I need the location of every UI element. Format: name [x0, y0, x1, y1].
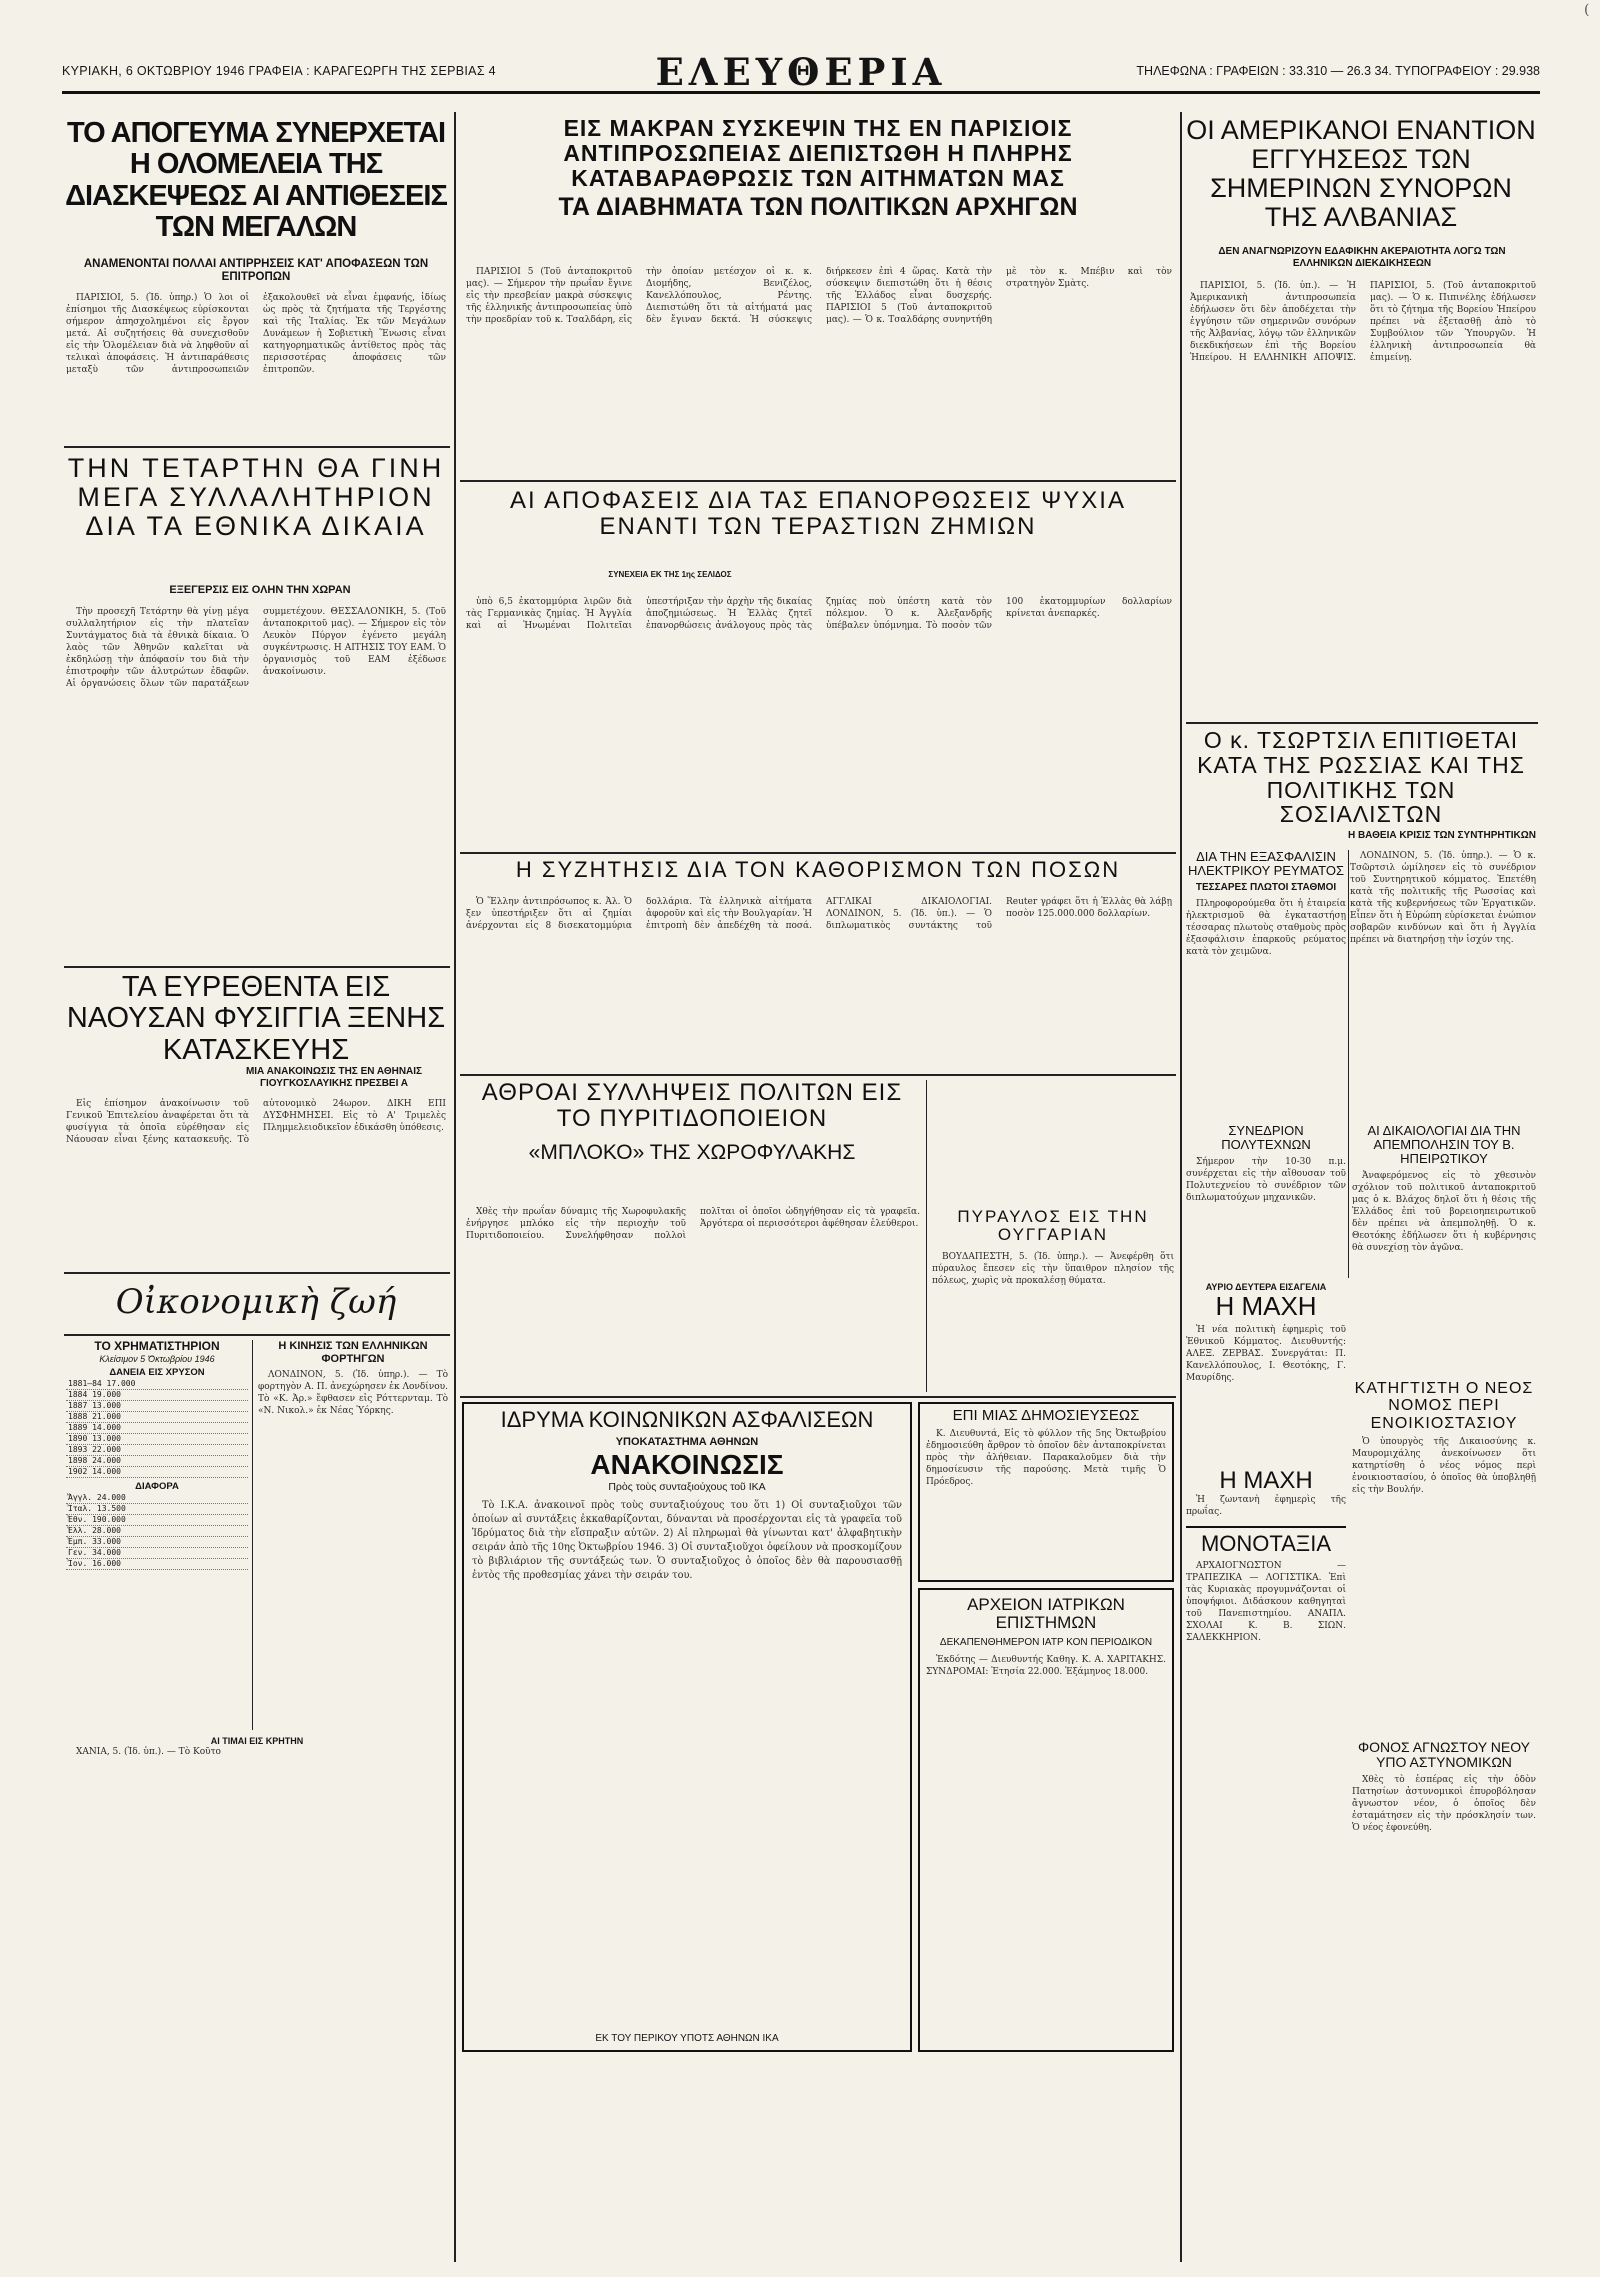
rent-law-text: Ὁ ὑπουργὸς τῆς Δικαιοσύνης κ. Μαυρομιχάλης ἀνεκοίνωσεν ὅτι κατηρτίσθη ὁ νέος νόμος περὶ ἐνοικιοστασίου, ὁ ὁποῖος θὰ ὑποβληθῇ εἰς τὴν Βουλήν.	[1352, 1436, 1536, 1495]
table-cell: Ἰταλ. 13.500	[66, 1503, 248, 1514]
monotaxia-text: ΑΡΧΑΙΟΓΝΩΣΤΟΝ — ΤΡΑΠΕΖΙΚΑ — ΛΟΓΙΣΤΙΚΑ. Ἐπὶ τὰς Κυριακὰς προγυμνάζονται οἱ ὑποψήφιοι. Διδάσκουν καθηγηταὶ τοῦ Πανεπιστημίου. ΑΝΑΠΛ. ΣΧΟΛΑΙ Κ. Β. ΣΙΩΝ. ΣΑΛΕΚΚΗΡΙΟΝ.	[1186, 1561, 1346, 1644]
table-cell: 1893 22.000	[66, 1445, 248, 1456]
electricity-subtitle: ΤΕΣΣΑΡΕΣ ΠΛΩΤΟΙ ΣΤΑΘΜΟΙ	[1195, 882, 1337, 894]
maxi-text: Ἡ νέα πολιτικὴ ἐφημερὶς τοῦ Ἐθνικοῦ Κόμματος. Διευθυντής: ΑΛΕΞ. ΖΕΡΒΑΣ. Συνεργάται: Π. Κανελλόπουλος, Ι. Θεοτόκης, Γ. Μαυρίδης.	[1186, 1325, 1346, 1384]
crete-title: ΑΙ ΤΙΜΑΙ ΕΙΣ ΚΡΗΤΗΝ	[210, 1736, 304, 1746]
masthead-date: ΚΥΡΙΑΚΗ, 6 ΟΚΤΩΒΡΙΟΥ 1946 ΓΡΑΦΕΙΑ : ΚΑΡΑΓΕΩΡΓΗ ΤΗΣ ΣΕΡΒΙΑΣ 4	[62, 64, 496, 78]
col1-subheadline-3: ΜΙΑ ΑΝΑΚΟΙΝΩΣΙΣ ΤΗΣ ΕΝ ΑΘΗΝΑΙΣ ΓΙΟΥΓΚΟΣΛΑΥΙΚΗΣ ΠΡΕΣΒΕΙ Α	[245, 1066, 423, 1089]
publication-text: Κ. Διευθυντά, Εἰς τὸ φύλλον τῆς 5ης Ὀκτωβρίου ἐδημοσιεύθη ἄρθρον τὸ ὁποῖον δὲν ἀνταποκρίνεται πρὸς τὴν ἀλήθειαν. Παρακαλοῦμεν διὰ τὴν δημοσίευσιν τῆς παρούσης. Μετὰ τιμῆς Ὁ Πρόεδρος.	[926, 1429, 1166, 1488]
shipping-box	[258, 1340, 448, 1590]
col1-article-1: ΠΑΡΙΣΙΟΙ, 5. (Ἰδ. ὑπηρ.) Ὁ λοι οἱ ἐπίσημοι τῆς Διασκέψεως εὑρίσκονται σήμερον ἀπησχολημένοι εἰς ἔργον μετά. Αἱ συζητήσεις θὰ συνεχισθοῦν εἰς τὴν Ὁλομέλειαν διὰ νὰ ληφθοῦν αἱ τελικαὶ ἀποφάσεις. Ἡ ἀντιπαράθεσις μεταξὺ τῶν ἀντιπροσωπειῶν ἐξακολουθεῖ νὰ εἶναι ἐμφανής, ἰδίως ὡς πρὸς τὰ ζητήματα τῆς Τεργέστης καὶ τῆς Ἰταλίας. Ἐκ τῶν Μεγάλων Δυνάμεων ἡ Σοβιετικὴ Ἕνωσις εἶναι κατηγορηματικῶς ἀντίθετος πρὸς τὰς περισσοτέρας ἀποφάσεις τῶν ἐπιτροπῶν.	[66, 293, 446, 375]
archive-box	[918, 1588, 1174, 2052]
table-row	[66, 1423, 248, 1434]
col2-headline-1: ΕΙΣ ΜΑΚΡΑΝ ΣΥΣΚΕΨΙΝ ΤΗΣ ΕΝ ΠΑΡΙΣΙΟΙΣ ΑΝΤΙΠΡΟΣΩΠΕΙΑΣ ΔΙΕΠΙΣΤΩΘΗ Η ΠΛΗΡΗΣ ΚΑΤΑΒΑΡΑΘΡΩΣΙΣ ΤΩΝ ΑΙΤΗΜΑΤΩΝ ΜΑΣ ΤΑ ΔΙΑΒΗΜΑΤΑ ΤΩΝ ΠΟΛΙΤΙΚΩΝ ΑΡΧΗΓΩΝ	[462, 116, 1174, 264]
stock-table-gold	[66, 1379, 248, 1478]
shipping-text: ΛΟΝΔΙΝΟΝ, 5. (Ἰδ. ὑπηρ.). — Τὸ φορτηγὸν Α. Π. ἀνεχώρησεν ἐκ Λονδίνου. Τὸ «Κ. Ἀρ.» ἔφθασεν εἰς Ρόττερνταμ. Τὸ «Ν. Νικολ.» ἐκ Νέας Ὑόρκης.	[258, 1370, 449, 1417]
ika-signature: ΕΚ ΤΟΥ ΠΕΡΙΚΟΥ ΥΠΟΤΣ ΑΘΗΝΩΝ ΙΚΑ	[595, 2032, 779, 2044]
corner-mark: (	[1584, 2, 1590, 18]
table-cell: 1888 21.000	[66, 1412, 248, 1423]
archive-text: Ἐκδότης — Διευθυντής Καθηγ. Κ. Α. ΧΑΡΙΤΑΚΗΣ. ΣΥΝΔΡΟΜΑΙ: Ἐτησία 22.000. Ἑξάμηνος 18.000.	[926, 1655, 1166, 1678]
ika-branch: ΥΠΟΚΑΤΑΣΤΗΜΑ ΑΘΗΝΩΝ	[615, 1435, 759, 1448]
rocket-title: ΠΥΡΑΥΛΟΣ ΕΙΣ ΤΗΝ ΟΥΓΓΑΡΙΑΝ	[957, 1207, 1149, 1245]
apology-text: Ἀναφερόμενος εἰς τὸ χθεσινὸν σχόλιον τοῦ πολιτικοῦ ἀνταποκριτοῦ μας ὁ κ. Βλάχος δηλοῖ ὅτι ἡ θέσις τῆς Ἑλλάδος ἐπὶ τοῦ βορειοηπειρωτικοῦ δὲν πρέπει νὰ ἀπεμποληθῇ. Ὁ κ. Θεοτόκης ἐδήλωσεν ὅτι ἡ κυβέρνησις θὰ συνεχίσῃ τὸν ἀγῶνα.	[1352, 1171, 1536, 1254]
table-cell: 1881—84 17.000	[66, 1379, 248, 1390]
table-cell: 1884 19.000	[66, 1390, 248, 1401]
masthead-phones: ΤΗΛΕΦΩΝΑ : ΓΡΑΦΕΙΩΝ : 33.310 — 26.3 34. ΤΥΠΟΓΡΑΦΕΙΟΥ : 29.938	[1136, 64, 1540, 78]
col2-article-1: ΠΑΡΙΣΙΟΙ 5 (Τοῦ ἀνταποκριτοῦ μας). — Σήμερον τὴν πρωΐαν ἔγινε εἰς τὴν πρεσβείαν μακρὰ σύσκεψις τῆς ἑλληνικῆς ἀντιπροσωπείας ὑπὸ τὴν προεδρίαν τοῦ κ. Τσαλδάρη, εἰς τὴν ὁποίαν μετέσχον οἱ κ. κ. Διομήδης, Βενιζέλος, Κανελλόπουλος, Ρέντης. Διεπιστώθη ὅτι τὰ αἰτήματά μας δὲν ἔγιναν δεκτά. Ἡ σύσκεψις διήρκεσεν ἐπὶ 4 ὥρας. Κατὰ τὴν σύσκεψιν διεπιστώθη ὅτι ἡ θέσις τῆς Ἑλλάδος εἶναι δυσχερής. ΠΑΡΙΣΙΟΙ 5 (Τοῦ ἀνταποκριτοῦ μας). — Ὁ κ. Τσαλδάρης συνηντήθη μὲ τὸν κ. Μπέβιν καὶ τὸν στρατηγὸν Σμὰτς.	[466, 267, 1172, 325]
col1-headline-1: ΤΟ ΑΠΟΓΕΥΜΑ ΣΥΝΕΡΧΕΤΑΙ Η ΟΛΟΜΕΛΕΙΑ ΤΗΣ ΔΙΑΣΚΕΨΕΩΣ ΑΙ ΑΝΤΙΘΕΣΕΙΣ ΤΩΝ ΜΕΓΑΛΩΝ	[65, 117, 447, 243]
maxi-text-2: Ἡ ζωντανὴ ἐφημερὶς τῆς πρωΐας.	[1186, 1495, 1346, 1518]
stock-title: ΤΟ ΧΡΗΜΑΤΙΣΤΗΡΙΟΝ	[94, 1339, 220, 1353]
crete-box	[66, 1736, 448, 1776]
murder-text: Χθὲς τὸ ἑσπέρας εἰς τὴν ὁδὸν Πατησίων ἀστυνομικοὶ ἐπυροβόλησαν ἄγνωστον νέον, ὁ ὁποῖος δὲν ἐσταμάτησεν εἰς τὴν πρόσκλησίν των. Ὁ νέος ἐφονεύθη.	[1352, 1775, 1536, 1834]
column-rule	[1180, 112, 1182, 2262]
table-row	[66, 1503, 248, 1514]
divider	[1186, 722, 1538, 724]
col1-headline-2: ΤΗΝ ΤΕΤΑΡΤΗΝ ΘΑ ΓΙΝΗ ΜΕΓΑ ΣΥΛΛΑΛΗΤΗΡΙΟΝ ΔΙΑ ΤΑ ΕΘΝΙΚΑ ΔΙΚΑΙΑ	[67, 453, 445, 542]
ads-column	[1186, 1282, 1346, 2052]
archive-title: ΑΡΧΕΙΟΝ ΙΑΤΡΙΚΩΝ ΕΠΙΣΤΗΜΩΝ	[967, 1595, 1125, 1633]
column-rule	[1348, 850, 1349, 1278]
col3-subheadline-2: Η ΒΑΘΕΙΑ ΚΡΙΣΙΣ ΤΩΝ ΣΥΝΤΗΡΗΤΙΚΩΝ	[1347, 830, 1536, 841]
col1-headline-3: ΤΑ ΕΥΡΕΘΕΝΤΑ ΕΙΣ ΝΑΟΥΣΑΝ ΦΥΣΙΓΓΙΑ ΞΕΝΗΣ ΚΑΤΑΣΚΕΥΗΣ	[66, 971, 446, 1066]
table-cell: Ἑλλ. 28.000	[66, 1525, 248, 1536]
divider	[64, 1334, 450, 1336]
col2-headline-2: ΑΙ ΑΠΟΦΑΣΕΙΣ ΔΙΑ ΤΑΣ ΕΠΑΝΟΡΘΩΣΕΙΣ ΨΥΧΙΑ ΕΝΑΝΤΙ ΤΩΝ ΤΕΡΑΣΤΙΩΝ ΖΗΜΙΩΝ	[510, 487, 1126, 540]
archive-subtitle: ΔΕΚΑΠΕΝΘΗΜΕΡΟΝ ΙΑΤΡ ΚΟΝ ΠΕΡΙΟΔΙΚΟΝ	[939, 1636, 1153, 1648]
rent-law-box	[1352, 1380, 1536, 1740]
divider	[460, 1396, 1176, 1398]
murder-box	[1352, 1740, 1536, 2052]
maxi-kicker: ΑΥΡΙΟ ΔΕΥΤΕΡΑ ΕΙΣΑΓΕΛΙΑ	[1205, 1282, 1327, 1292]
stock-date: Κλείσιμον 5 Ὀκτωβρίου 1946	[99, 1353, 215, 1364]
shipping-title: Η ΚΙΝΗΣΙΣ ΤΩΝ ΕΛΛΗΝΙΚΩΝ ΦΟΡΤΗΓΩΝ	[278, 1340, 428, 1365]
col2-headline-4: ΑΘΡΟΑΙ ΣΥΛΛΗΨΕΙΣ ΠΟΛΙΤΩΝ ΕΙΣ ΤΟ ΠΥΡΙΤΙΔΟΠΟΙΕΙΟΝ «ΜΠΛΟΚΟ» ΤΗΣ ΧΩΡΟΦΥΛΑΚΗΣ	[462, 1080, 922, 1200]
divider	[64, 966, 450, 968]
col2-headline-4b: «ΜΠΛΟΚΟ» ΤΗΣ ΧΩΡΟΦΥΛΑΚΗΣ	[528, 1140, 856, 1164]
col2-headline-3: Η ΣΥΖΗΤΗΣΙΣ ΔΙΑ ΤΟΝ ΚΑΘΟΡΙΣΜΟΝ ΤΩΝ ΠΟΣΩΝ	[515, 857, 1121, 882]
spacer	[1186, 2060, 1187, 2061]
col3-article-1: ΠΑΡΙΣΙΟΙ, 5. (Ἰδ. ὑπ.). — Ἡ Ἀμερικανικὴ ἀντιπροσωπεία ἐδήλωσεν ὅτι δὲν ἀποδέχεται τὴν ἐγγύησιν τῶν σημερινῶν συνόρων τῆς Ἀλβανίας, λόγῳ τῶν ἑλληνικῶν διεκδικήσεων ἐπὶ τῆς Βορείου Ἠπείρου. Η ΕΛΛΗΝΙΚΗ ΑΠΟΨΙΣ. ΠΑΡΙΣΙΟΙ, 5. (Τοῦ ἀνταποκριτοῦ μας). — Ὁ κ. Πιπινέλης ἐδήλωσεν ὅτι τὸ ζήτημα τῆς Βορείου Ἠπείρου πρέπει νὰ ἐξετασθῇ ἀπὸ τὸ Συμβούλιον τῶν Ὑπουργῶν. Ἡ ἑλληνικὴ ἀντιπροσωπεία θὰ ἐπιμείνῃ.	[1190, 281, 1536, 363]
table-cell: Ἐμπ. 33.000	[66, 1536, 248, 1547]
table-row	[66, 1525, 248, 1536]
ika-heading: ΑΝΑΚΟΙΝΩΣΙΣ	[590, 1449, 784, 1481]
electricity-text: Πληροφορούμεθα ὅτι ἡ ἑταιρεία ἠλεκτρισμοῦ θὰ ἐγκαταστήσῃ τέσσαρας πλωτοὺς σταθμοὺς πρὸς ἐξασφάλισιν ἐπαρκοῦς ρεύματος κατὰ τὸν χειμῶνα.	[1186, 898, 1346, 957]
table-row	[66, 1390, 248, 1401]
table-cell: 1902 14.000	[66, 1467, 248, 1478]
table-row	[66, 1493, 248, 1504]
masthead-title: ΕΛΕΥΘΕΡΙΑ	[655, 50, 947, 94]
table-row	[66, 1456, 248, 1467]
murder-title: ΦΟΝΟΣ ΑΓΝΩΣΤΟΥ ΝΕΟΥ ΥΠΟ ΑΣΤΥΝΟΜΙΚΩΝ	[1357, 1739, 1531, 1771]
maxi-title-2: Η ΜΑΧΗ	[1219, 1467, 1313, 1495]
table-cell: Ἄγγλ. 24.000	[66, 1493, 248, 1504]
table-row	[66, 1445, 248, 1456]
table-row	[66, 1401, 248, 1412]
conference-title: ΣΥΝΕΔΡΙΟΝ ΠΟΛΥΤΕΧΝΩΝ	[1221, 1123, 1311, 1153]
table-cell: Ἐθν. 190.000	[66, 1514, 248, 1525]
masthead	[62, 52, 1540, 94]
column-rule	[454, 112, 456, 2262]
divider	[460, 852, 1176, 854]
table-row	[66, 1379, 248, 1390]
divider	[460, 480, 1176, 482]
table-cell: 1898 24.000	[66, 1456, 248, 1467]
col2-continued: ΣΥΝΕΧΕΙΑ ΕΚ ΤΗΣ 1ης ΣΕΛΙΔΟΣ	[608, 570, 732, 579]
col1-subheadline-1: ΑΝΑΜΕΝΟΝΤΑΙ ΠΟΛΛΑΙ ΑΝΤΙΡΡΗΣΕΙΣ ΚΑΤ' ΑΠΟΦΑΣΕΩΝ ΤΩΝ ΕΠΙΤΡΟΠΩΝ	[83, 258, 429, 284]
table-cell: 1887 13.000	[66, 1401, 248, 1412]
electricity-title: ΔΙΑ ΤΗΝ ΕΞΑΣΦΑΛΙΣΙΝ ΗΛΕΚΤΡΙΚΟΥ ΡΕΥΜΑΤΟΣ	[1187, 849, 1345, 879]
divider	[460, 1074, 1176, 1076]
conference-text: Σήμερον τὴν 10-30 π.μ. συνέρχεται εἰς τὴν αἴθουσαν τοῦ Πολυτεχνείου τὸ συνέδριον τῶν διπλωματούχων μηχανικῶν.	[1186, 1157, 1346, 1204]
stock-table-misc	[66, 1493, 248, 1570]
table-row	[66, 1467, 248, 1478]
column-rule	[252, 1340, 253, 1730]
col1-article-3: Εἰς ἐπίσημον ἀνακοίνωσιν τοῦ Γενικοῦ Ἐπιτελείου ἀναφέρεται ὅτι τὰ φυσίγγια τὰ ὁποῖα εὑρέθησαν εἰς Νάουσαν εἶναι ξένης κατασκευῆς. Τὸ αὐτονομικὸ 24ωρον. ΔΙΚΗ ΕΠΙ ΔΥΣΦΗΜΗΣΕΙ. Εἰς τὸ Α' Τριμελὲς Πλημμελειοδικεῖον ἐδικάσθη ὑπόθεσις.	[66, 1099, 446, 1145]
monotaxia-title: ΜΟΝΟΤΑΞΙΑ	[1186, 1526, 1346, 1556]
col3-subheadline-1: ΔΕΝ ΑΝΑΓΝΩΡΙΖΟΥΝ ΕΔΑΦΙΚΗΝ ΑΚΕΡΑΙΟΤΗΤΑ ΛΟΓΩ ΤΩΝ ΕΛΛΗΝΙΚΩΝ ΔΙΕΚΔΙΚΗΣΕΩΝ	[1218, 246, 1506, 269]
spacer	[1390, 1282, 1536, 1292]
column-rule	[926, 1080, 927, 1392]
col3-article-2: ΛΟΝΔΙΝΟΝ, 5. (Ἰδ. ὑπηρ.). — Ὁ κ. Τσῶρτσιλ ὡμίλησεν εἰς τὸ συνέδριον τοῦ Συντηρητικοῦ κόμματος. Ἐπετέθη κατὰ τῆς πολιτικῆς τῆς Ρωσσίας καὶ κατὰ τῆς κυβερνήσεως τῶν Ἐργατικῶν. Εἶπεν ὅτι ἡ Εὐρώπη εὑρίσκεται ἐνώπιον σοβαρῶν κινδύνων καὶ ὅτι ἡ Ἀγγλία πρέπει νὰ διατηρήσῃ τὴν ἰσχύν της.	[1350, 851, 1536, 945]
col1-article-2: Τὴν προσεχῆ Τετάρτην θὰ γίνῃ μέγα συλλαλητήριον εἰς τὴν πλατεῖαν Συντάγματος διὰ τὰ ἐθνικὰ δίκαια. Ὁ λαὸς τῶν Ἀθηνῶν καλεῖται νὰ ἐκδηλώσῃ τὴν ἀπόφασίν του διὰ τὴν ἐπιστροφὴν τῶν ἀλυτρώτων ἐδαφῶν. Αἱ ὀργανώσεις ὅλων τῶν παρατάξεων συμμετέχουν. ΘΕΣΣΑΛΟΝΙΚΗ, 5. (Τοῦ ἀνταποκριτοῦ μας). — Σήμερον εἰς τὸν Λευκὸν Πύργον ἐγένετο μεγάλη συγκέντρωσις. Η ΑΙΤΗΣΙΣ ΤΟΥ ΕΑΜ. Ὁ ὀργανισμὸς τοῦ ΕΑΜ ἐξέδωσε ἀνακοίνωσιν.	[66, 607, 446, 689]
table-cell: Ἰον. 16.000	[66, 1558, 248, 1569]
rent-law-title: ΚΑΤΗΓΤΙΣΤΗ Ο ΝΕΟΣ ΝΟΜΟΣ ΠΕΡΙ ΕΝΟΙΚΙΟΣΤΑΣΙΟΥ	[1354, 1380, 1534, 1432]
conference-box	[1186, 1124, 1346, 1274]
table-row	[66, 1434, 248, 1445]
rocket-box	[932, 1208, 1174, 1392]
ika-text: Τὸ Ι.Κ.Α. ἀνακοινοῖ πρὸς τοὺς συνταξιούχους του ὅτι 1) Οἱ συνταξιοῦχοι τῶν ὁποίων αἱ συντάξεις ἐκκαθαρίζονται, δύνανται νὰ προσέρχονται εἰς τὰ γραφεῖα τοῦ Ἱδρύματος διὰ τὴν εἴσπραξιν αὐτῶν. 2) Αἱ πληρωμαὶ θὰ γίνωνται κατ' ἀλφαβητικὴν σειράν ἀπὸ τῆς 10ης Ὀκτωβρίου 1946. 3) Οἱ συνταξιοῦχοι ὀφείλουν νὰ προσκομίζουν τὸ βιβλιάριον τῆς συντάξεώς των. Ὁ συνταξιοῦχος ὁ ὁποῖος δὲν θὰ παρουσιασθῇ ἐντὸς τῆς προθεσμίας χάνει τὴν σειράν του.	[472, 1499, 902, 1581]
stock-section-misc: ΔΙΑΦΟΡΑ	[135, 1481, 179, 1493]
economy-section-title: Οἰκονομικὴ ζωή	[115, 1282, 397, 1322]
divider	[64, 446, 450, 448]
rocket-text: ΒΟΥΔΑΠΕΣΤΗ, 5. (Ἰδ. ὑπηρ.). — Ἀνεφέρθη ὅτι πύραυλος ἔπεσεν εἰς τὴν ὕπαιθρον πλησίον τῆς πόλεως, χωρὶς νὰ προκαλέσῃ θύματα.	[932, 1251, 1174, 1286]
col2-headline-1b: ΤΑ ΔΙΑΒΗΜΑΤΑ ΤΩΝ ΠΟΛΙΤΙΚΩΝ ΑΡΧΗΓΩΝ	[558, 193, 1078, 222]
col3-headline-1: ΟΙ ΑΜΕΡΙΚΑΝΟΙ ΕΝΑΝΤΙΟΝ ΕΓΓΥΗΣΕΩΣ ΤΩΝ ΣΗΜΕΡΙΝΩΝ ΣΥΝΟΡΩΝ ΤΗΣ ΑΛΒΑΝΙΑΣ	[1186, 115, 1536, 233]
ika-subheading: Πρὸς τοὺς συνταξιούχους τοῦ ΙΚΑ	[608, 1480, 766, 1493]
col1-subheadline-2: ΕΞΕΓΕΡΣΙΣ ΕΙΣ ΟΛΗΝ ΤΗΝ ΧΩΡΑΝ	[169, 584, 351, 596]
divider	[64, 1272, 450, 1274]
ika-title: ΙΔΡΥΜΑ ΚΟΙΝΩΝΙΚΩΝ ΑΣΦΑΛΙΣΕΩΝ	[500, 1407, 874, 1432]
col2-article-3: Ὁ Ἕλλην ἀντιπρόσωπος κ. Ἀλ. Ὁ ξεν ὑπεστήριξεν ὅτι αἱ ζημίαι ἀνέρχονται εἰς 8 δισεκατομμύρια δολλάρια. Τὰ ἑλληνικὰ αἰτήματα ἀφοροῦν καὶ εἰς τὴν Βουλγαρίαν. Ἡ ἐπιτροπὴ δὲν ἀπεδέχθη τὰ ποσά. ΑΓΓΛΙΚΑΙ ΔΙΚΑΙΟΛΟΓΙΑΙ. ΛΟΝΔΙΝΟΝ, 5. (Ἰδ. ὑπ.). — Ὁ διπλωματικὸς συντάκτης τοῦ Reuter γράφει ὅτι ἡ Ἑλλὰς θὰ λάβῃ ποσὸν 125.000.000 δολλαρίων.	[466, 897, 1172, 931]
table-cell: 1890 13.000	[66, 1434, 248, 1445]
electricity-box	[1186, 850, 1346, 1116]
stock-section-gold: ΔΑΝΕΙΑ ΕΙΣ ΧΡΥΣΟΝ	[109, 1367, 205, 1379]
maxi-title: Η ΜΑΧΗ	[1215, 1291, 1317, 1322]
col2-article-2: ὑπὸ 6,5 ἑκατομμύρια λιρῶν διὰ τὰς Γερμανικὰς ζημίας. Ἡ Ἀγγλία καὶ αἱ Ἡνωμέναι Πολιτεῖαι ὑπεστήριξαν τὴν ἀρχὴν τῆς δικαίας ἀποζημιώσεως. Ἡ Ἑλλὰς ζητεῖ ἐπανορθώσεις ἀνάλογους πρὸς τὰς ζημίας ποὺ ὑπέστη κατὰ τὸν πόλεμον. Ὁ κ. Ἀλεξανδρῆς ὑπέβαλεν ὑπόμνημα. Τὸ ποσὸν τῶν 100 ἑκατομμυρίων δολλαρίων κρίνεται ἀνεπαρκές.	[466, 597, 1172, 631]
table-row	[66, 1514, 248, 1525]
table-row	[66, 1547, 248, 1558]
table-row	[66, 1536, 248, 1547]
publication-title: ΕΠΙ ΜΙΑΣ ΔΗΜΟΣΙΕΥΣΕΩΣ	[952, 1407, 1140, 1424]
crete-text: ΧΑΝΙΑ, 5. (Ἰδ. ὑπ.). — Τὸ Κοῦτο	[76, 1747, 221, 1758]
table-row	[66, 1412, 248, 1423]
apology-title: ΑΙ ΔΙΚΑΙΟΛΟΓΙΑΙ ΔΙΑ ΤΗΝ ΑΠΕΜΠΟΛΗΣΙΝ ΤΟΥ Β. ΗΠΕΙΡΩΤΙΚΟΥ	[1367, 1123, 1521, 1167]
table-row	[66, 1558, 248, 1569]
col2-article-4: Χθὲς τὴν πρωΐαν δύναμις τῆς Χωροφυλακῆς ἐνήργησε μπλόκο εἰς τὴν περιοχὴν τοῦ Πυριτιδοποιείου. Συνελήφθησαν πολλοὶ πολῖται οἱ ὁποῖοι ὡδηγήθησαν εἰς τὰ γραφεῖα. Ἀργότερα οἱ περισσότεροι ἀφέθησαν ἐλεύθεροι.	[466, 1207, 920, 1241]
col3-headline-2: Ο κ. ΤΣΩΡΤΣΙΛ ΕΠΙΤΙΘΕΤΑΙ ΚΑΤΑ ΤΗΣ ΡΩΣΣΙΑΣ ΚΑΙ ΤΗΣ ΠΟΛΙΤΙΚΗΣ ΤΩΝ ΣΟΣΙΑΛΙΣΤΩΝ	[1197, 727, 1525, 828]
ika-announcement	[462, 1402, 912, 2052]
publication-box	[918, 1402, 1174, 1582]
apology-box	[1352, 1124, 1536, 1274]
table-cell: 1889 14.000	[66, 1423, 248, 1434]
stock-exchange-box	[66, 1340, 248, 1730]
table-cell: Γεν. 34.000	[66, 1547, 248, 1558]
spacer	[1548, 1282, 1549, 1283]
